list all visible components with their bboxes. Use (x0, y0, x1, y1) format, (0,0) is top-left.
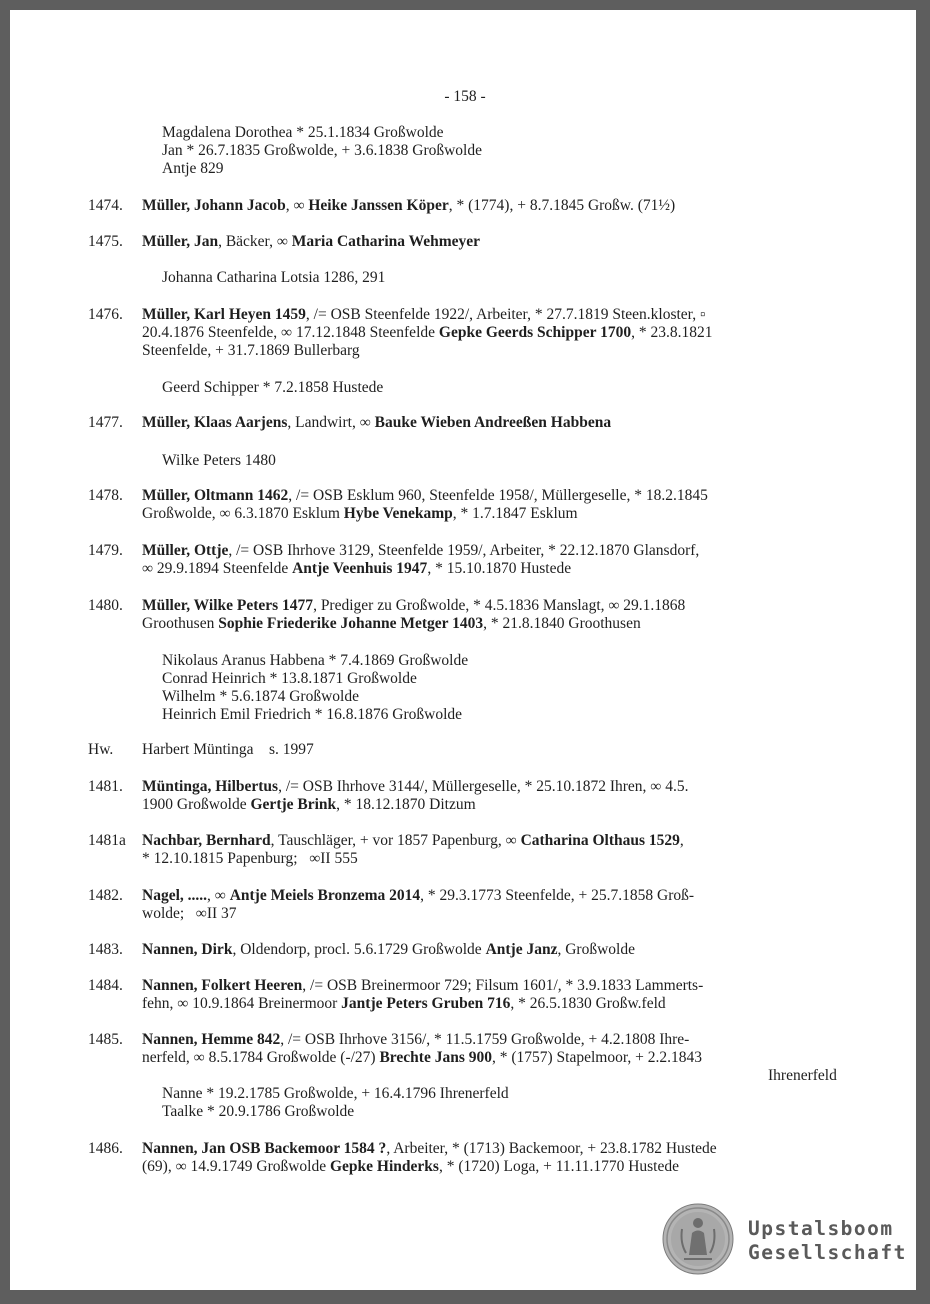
entry-1477-line: Müller, Klaas Aarjens, Landwirt, ∞ Bauke Wieben Andreeßen Habbena (142, 414, 612, 431)
intro-line: Magdalena Dorothea * 25.1.1834 Großwolde (162, 124, 444, 141)
entry-number: 1475. (88, 233, 123, 250)
entry-number: Hw. (88, 741, 114, 758)
entry-1479-line: ∞ 29.9.1894 Steenfelde Antje Veenhuis 1947, * 15.10.1870 Hustede (142, 560, 572, 577)
entry-1484-line: Nannen, Folkert Heeren, /= OSB Breinermoor 729; Filsum 1601/, * 3.9.1833 Lammerts- (142, 977, 704, 994)
child-line: Johanna Catharina Lotsia 1286, 291 (162, 269, 386, 286)
entry-1478-line: Großwolde, ∞ 6.3.1870 Esklum Hybe Venekamp, * 1.7.1847 Esklum (142, 505, 578, 522)
entry-1481a-line: * 12.10.1815 Papenburg; ∞II 555 (142, 850, 358, 867)
entry-1481-line: Müntinga, Hilbertus, /= OSB Ihrhove 3144/, Müllergeselle, * 25.10.1872 Ihren, ∞ 4.5. (142, 778, 689, 795)
entry-1480-line: Müller, Wilke Peters 1477, Prediger zu Großwolde, * 4.5.1836 Manslagt, ∞ 29.1.1868 (142, 597, 686, 614)
entry-number: 1483. (88, 941, 123, 958)
page-number: - 158 - (444, 88, 486, 105)
entry-1476-line: Steenfelde, + 31.7.1869 Bullerbarg (142, 342, 360, 359)
intro-line: Antje 829 (162, 160, 224, 177)
entry-number: 1474. (88, 197, 123, 214)
intro-line: Jan * 26.7.1835 Großwolde, + 3.6.1838 Großwolde (162, 142, 482, 159)
child-line: Nikolaus Aranus Habbena * 7.4.1869 Großwolde (162, 652, 469, 669)
hw-line: Harbert Müntinga s. 1997 (142, 741, 314, 758)
entry-1485-line: nerfeld, ∞ 8.5.1784 Großwolde (-/27) Brechte Jans 900, * (1757) Stapelmoor, + 2.2.1843 (142, 1049, 703, 1066)
entry-number: 1484. (88, 977, 123, 994)
entry-number: 1479. (88, 542, 123, 559)
entry-1482-line: Nagel, ....., ∞ Antje Meiels Bronzema 2014, * 29.3.1773 Steenfelde, + 25.7.1858 Groß- (142, 887, 695, 904)
society-seal-icon (662, 1203, 734, 1275)
entry-1475-line: Müller, Jan, Bäcker, ∞ Maria Catharina Wehmeyer (142, 233, 481, 250)
entry-number: 1478. (88, 487, 123, 504)
entry-1486-line: Nannen, Jan OSB Backemoor 1584 ?, Arbeiter, * (1713) Backemoor, + 23.8.1782 Hustede (142, 1140, 717, 1157)
entry-number: 1485. (88, 1031, 123, 1048)
child-line: Conrad Heinrich * 13.8.1871 Großwolde (162, 670, 417, 687)
entry-1485-line: Nannen, Hemme 842, /= OSB Ihrhove 3156/, * 11.5.1759 Großwolde, + 4.2.1808 Ihre- (142, 1031, 690, 1048)
entry-1478-line: Müller, Oltmann 1462, /= OSB Esklum 960, Steenfelde 1958/, Müllergeselle, * 18.2.1845 (142, 487, 708, 504)
society-name-line1: Upstalsboom (748, 1217, 894, 1240)
entry-number: 1481. (88, 778, 123, 795)
child-line: Nanne * 19.2.1785 Großwolde, + 16.4.1796 Ihrenerfeld (162, 1085, 509, 1102)
entry-1476-line: Müller, Karl Heyen 1459, /= OSB Steenfelde 1922/, Arbeiter, * 27.7.1819 Steen.kloster, ▫ (142, 306, 706, 323)
entry-1479-line: Müller, Ottje, /= OSB Ihrhove 3129, Steenfelde 1959/, Arbeiter, * 22.12.1870 Glansdorf, (142, 542, 700, 559)
entry-1481-line: 1900 Großwolde Gertje Brink, * 18.12.1870 Ditzum (142, 796, 476, 813)
entry-number: 1477. (88, 414, 123, 431)
child-line: Heinrich Emil Friedrich * 16.8.1876 Großwolde (162, 706, 463, 723)
entry-number: 1486. (88, 1140, 123, 1157)
entry-number: 1482. (88, 887, 123, 904)
entry-1484-line: fehn, ∞ 10.9.1864 Breinermoor Jantje Peters Gruben 716, * 26.5.1830 Großw.feld (142, 995, 666, 1012)
entry-1476-line: 20.4.1876 Steenfelde, ∞ 17.12.1848 Steenfelde Gepke Geerds Schipper 1700, * 23.8.1821 (142, 324, 713, 341)
entry-number: 1476. (88, 306, 123, 323)
entry-number: 1480. (88, 597, 123, 614)
entry-1483-line: Nannen, Dirk, Oldendorp, procl. 5.6.1729 Großwolde Antje Janz, Großwolde (142, 941, 635, 958)
child-line: Taalke * 20.9.1786 Großwolde (162, 1103, 355, 1120)
entry-number: 1481a (88, 832, 126, 849)
entry-1474-line: Müller, Johann Jacob, ∞ Heike Janssen Köper, * (1774), + 8.7.1845 Großw. (71½) (142, 197, 676, 214)
entry-1486-line: (69), ∞ 14.9.1749 Großwolde Gepke Hinderks, * (1720) Loga, + 11.11.1770 Hustede (142, 1158, 679, 1175)
society-name-line2: Gesellschaft (748, 1241, 907, 1264)
child-line: Geerd Schipper * 7.2.1858 Hustede (162, 379, 384, 396)
entry-1481a-line: Nachbar, Bernhard, Tauschläger, + vor 1857 Papenburg, ∞ Catharina Olthaus 1529, (142, 832, 684, 849)
entry-1485-line: Ihrenerfeld (768, 1067, 837, 1084)
child-line: Wilhelm * 5.6.1874 Großwolde (162, 688, 359, 705)
entry-1482-line: wolde; ∞II 37 (142, 905, 237, 922)
child-line: Wilke Peters 1480 (162, 452, 276, 469)
entry-1480-line: Groothusen Sophie Friederike Johanne Metger 1403, * 21.8.1840 Groothusen (142, 615, 641, 632)
